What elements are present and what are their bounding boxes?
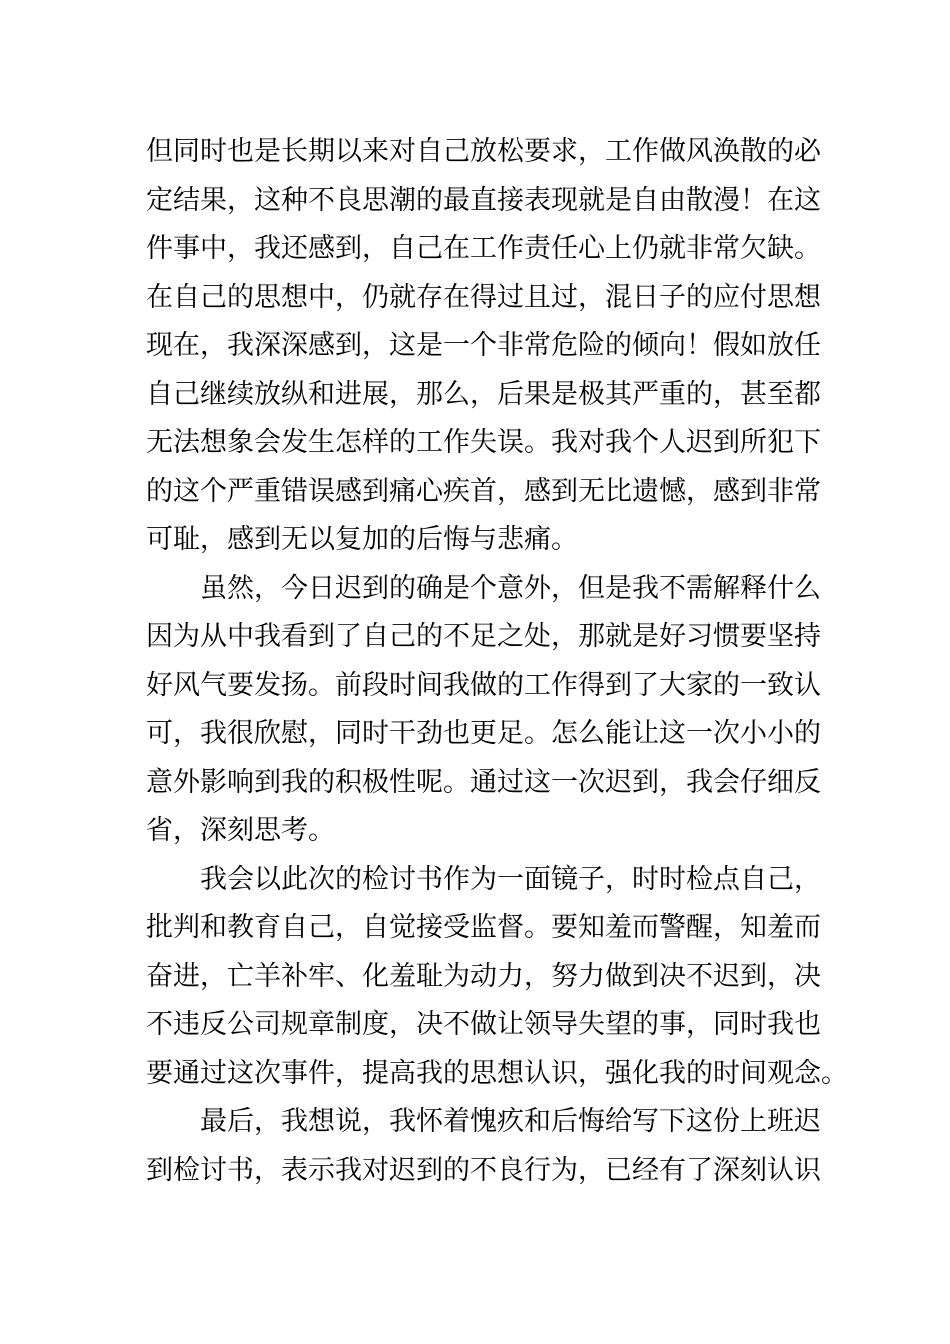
text-line: 最后，我想说，我怀着愧疚和后悔给写下这份上班迟: [200, 1106, 821, 1137]
text-line: 批判和教育自己，自觉接受监督。要知羞而警醒，知羞而: [146, 912, 821, 943]
text-line: 但同时也是长期以来对自己放松要求，工作做风涣散的必: [146, 136, 821, 167]
paragraph-1: [146, 128, 821, 565]
text-line: 好风气要发扬。前段时间我做的工作得到了大家的一致认: [146, 669, 821, 701]
text-line: 到检讨书，表示我对迟到的不良行为，已经有了深刻认识: [146, 1154, 821, 1186]
text-line: 在自己的思想中，仍就存在得过且过，混日子的应付思想: [146, 281, 821, 313]
text-line: 省，深刻思考。: [146, 815, 335, 846]
text-line: 奋进，亡羊补牢、化羞耻为动力，努力做到决不迟到，决: [146, 960, 821, 992]
text-line: 的这个严重错误感到痛心疾首，感到无比遗憾，感到非常: [146, 475, 821, 507]
document-body: [146, 128, 848, 1195]
paragraph-2: [146, 565, 821, 856]
text-line: 我会以此次的检讨书作为一面镜子，时时检点自己，: [200, 863, 821, 895]
text-line: 可，我很欣慰，同时干劲也更足。怎么能让这一次小小的: [146, 718, 821, 749]
text-line: 要通过这次事件，提高我的思想认识，强化我的时间观念。: [146, 1057, 848, 1089]
text-line: 件事中，我还感到，自己在工作责任心上仍就非常欠缺。: [146, 233, 821, 264]
paragraph-3: [146, 856, 848, 1099]
text-line: 定结果，这种不良思潮的最直接表现就是自由散漫！在这: [146, 184, 821, 216]
text-line: 现在，我深深感到，这是一个非常危险的倾向！假如放任: [146, 330, 821, 361]
text-line: 虽然，今日迟到的确是个意外，但是我不需解释什么: [200, 572, 821, 604]
text-line: 无法想象会发生怎样的工作失误。我对我个人迟到所犯下: [146, 427, 821, 458]
text-line: 因为从中我看到了自己的不足之处，那就是好习惯要坚持: [146, 621, 821, 652]
paragraph-4: [146, 1098, 821, 1195]
text-line: 意外影响到我的积极性呢。通过这一次迟到，我会仔细反: [146, 766, 821, 798]
text-line: 自己继续放纵和进展，那么，后果是极其严重的，甚至都: [146, 378, 821, 410]
text-line: 可耻，感到无以复加的后悔与悲痛。: [146, 524, 578, 555]
text-line: 不违反公司规章制度，决不做让领导失望的事，同时我也: [146, 1009, 821, 1040]
